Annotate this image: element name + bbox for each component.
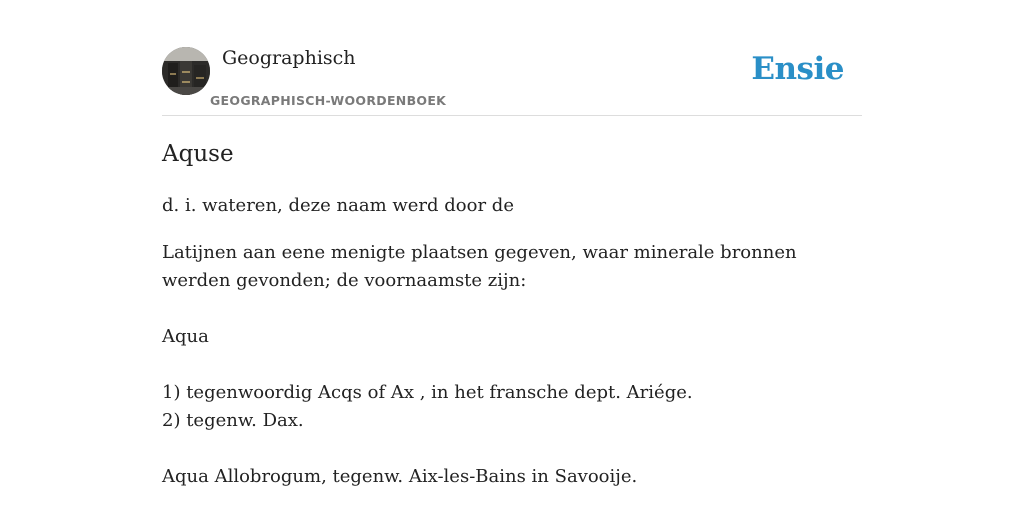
book-spines-icon (162, 47, 210, 95)
avatar[interactable] (162, 47, 210, 95)
page-container (162, 0, 862, 487)
article-title: Aquse (162, 141, 234, 167)
article-paragraph: d. i. wateren, deze naam werd door de (162, 195, 514, 216)
site-title[interactable]: Geographisch (222, 47, 356, 69)
site-subtitle[interactable]: GEOGRAPHISCH-WOORDENBOEK (210, 93, 447, 108)
brand-logo-link[interactable]: Ensie (751, 51, 844, 87)
article-paragraph: Latijnen aan eene menigte plaatsen gegeven, waar minerale bronnen werden gevonden; de voornaamste zijn: (162, 242, 797, 291)
article-paragraph: Aqua (162, 326, 209, 347)
article-paragraph: 1) tegenwoordig Acqs of Ax , in het fransche dept. Ariége. (162, 382, 693, 403)
article-paragraph: Aqua Allobrogum, tegenw. Aix-les-Bains in Savooije. (162, 466, 638, 487)
site-header (162, 0, 862, 116)
article-paragraph: 2) tegenw. Dax. (162, 410, 304, 431)
